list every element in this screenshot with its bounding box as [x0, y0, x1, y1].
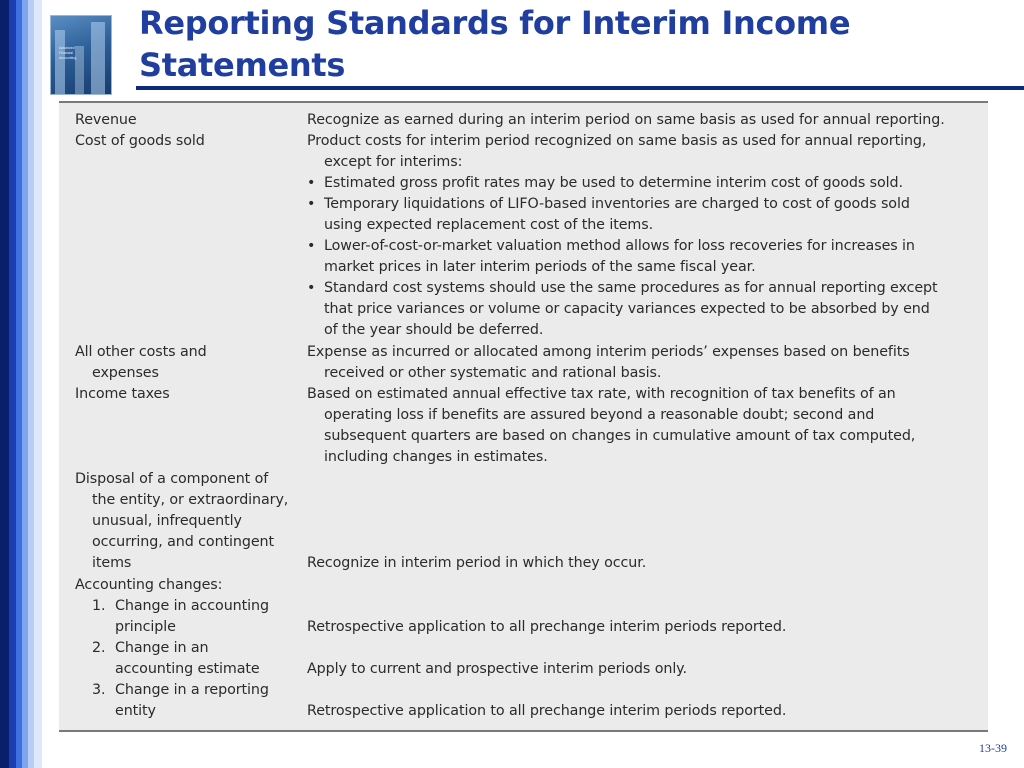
slide-title: Reporting Standards for Interim Income Statements [139, 4, 851, 84]
stripe [9, 0, 16, 768]
stripe [0, 0, 9, 768]
row-label-other-costs: All other costs and expenses [75, 344, 207, 381]
row-standard-other-costs: Expense as incurred or allocated among interim periods’ expenses based on benefits received or other systematic and rational basis. [307, 344, 910, 381]
row-label-cogs: Cost of goods sold [75, 133, 205, 149]
row-label-disposal: Disposal of a component of the entity, or extraordinary, unusual, infrequently occurring, and contingent items [75, 471, 289, 571]
cover-caption-2: Financial [59, 51, 74, 55]
row-standard-disposal: Recognize in interim period in which they occur. [307, 555, 647, 571]
row-label-income-taxes: Income taxes [75, 386, 170, 402]
bullet-item: • Lower-of-cost-or-market valuation method allows for loss recoveries for increases in market prices in later interim periods of the same fiscal year. [307, 238, 915, 275]
left-stripes [0, 0, 46, 768]
subitem-3: 3. Change in a reporting entity [92, 682, 269, 719]
row-label-revenue: Revenue [75, 112, 137, 128]
page-number: 13-39 [979, 741, 1007, 755]
cover-caption-1: Advanced [59, 46, 75, 50]
row-standard-income-taxes: Based on estimated annual effective tax rate, with recognition of tax benefits of an operating loss if benefits are assured beyond a reasonable doubt; second and subsequent quarters are based on changes in cumulative amount of tax computed, including changes in estimates. [307, 386, 916, 465]
standard-change-in-entity: Retrospective application to all prechange interim periods reported. [307, 703, 787, 719]
standard-change-in-estimate: Apply to current and prospective interim periods only. [307, 661, 687, 677]
cover-caption-3: Accounting [59, 56, 77, 60]
bullet-item: • Estimated gross profit rates may be used to determine interim cost of goods sold. [307, 175, 903, 191]
row-label-accounting-changes: Accounting changes: 1. Change in accounting principle 2. Change in an accounting estimate 3. Change in a reporting entity [75, 575, 305, 722]
bullet-item: • Standard cost systems should use the same procedures as for annual reporting except that price variances or volume or capacity variances expected to be absorbed by end of the year should be deferred. [307, 280, 938, 338]
row-standard-cogs: Product costs for interim period recognized on same basis as used for annual reporting, except for interims: • Estimated gross profit rates may be used to determine interim cost of goods sold. • Temporary liquidations of LIFO-based inventories are charged to cost of goods sold using expected replacement cost of the items. • Lower-of-cost-or-market valuation method allows for loss recoveries for increases in market prices in later interim periods of the same fiscal year. • Standard cost systems should use the same procedures as for annual reporting except that price variances or volume or capacity variances expected to be absorbed by end of the year should be deferred. [307, 131, 982, 341]
subitem-2: 2. Change in an accounting estimate [92, 640, 260, 677]
bullet-item: • Temporary liquidations of LIFO-based inventories are charged to cost of goods sold using expected replacement cost of the items. [307, 196, 910, 233]
book-cover-icon [51, 16, 111, 94]
stripe [34, 0, 42, 768]
row-standard-revenue: Recognize as earned during an interim period on same basis as used for annual reporting. [307, 112, 945, 128]
subitem-1: 1. Change in accounting principle [92, 598, 269, 635]
title-underline [136, 86, 1024, 90]
standard-change-in-principle: Retrospective application to all prechange interim periods reported. [307, 619, 787, 635]
